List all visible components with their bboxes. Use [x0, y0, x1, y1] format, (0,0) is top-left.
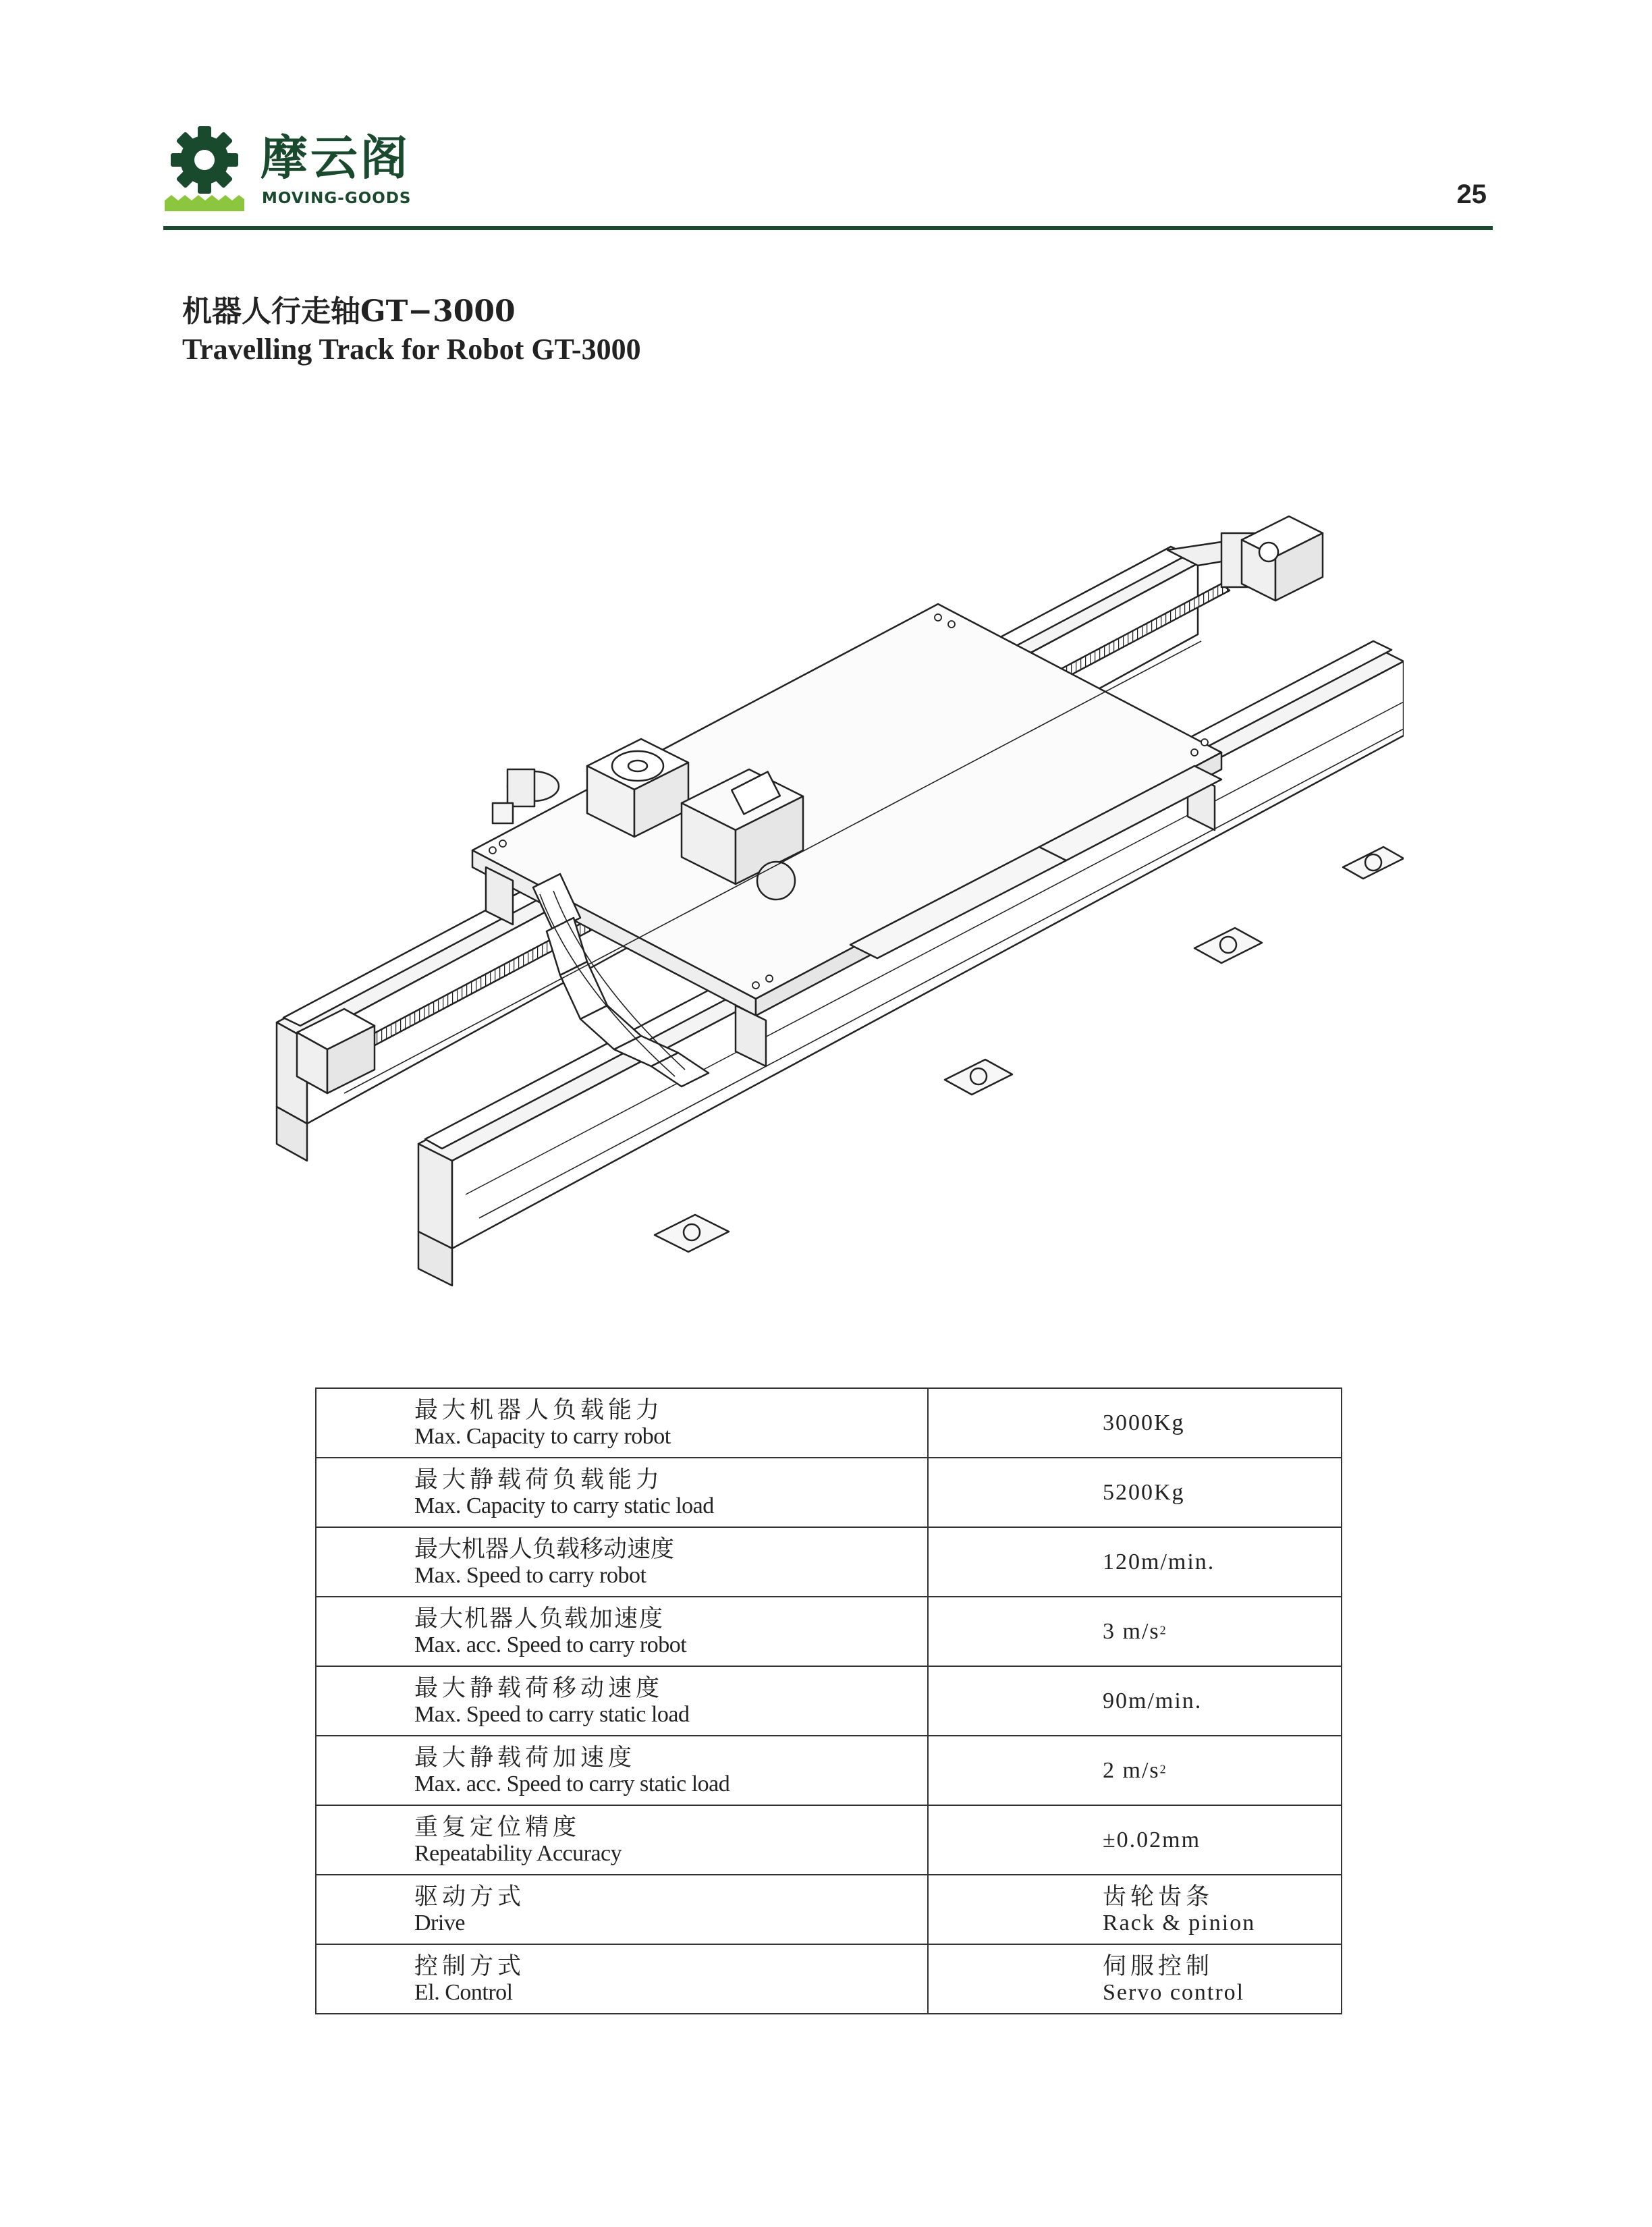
spec-value-cell	[928, 1666, 1342, 1736]
spec-value: 2 m/s	[1103, 1757, 1160, 1783]
spec-value-cell	[928, 1527, 1342, 1597]
spec-label-en: El. Control	[414, 1979, 513, 2005]
spec-value: 3 m/s	[1103, 1618, 1160, 1644]
logo-chinese-name: 摩云阁	[260, 130, 410, 186]
spec-label-cell	[316, 1944, 928, 2014]
spec-table	[315, 1387, 1342, 2014]
spec-label-en: Max. Speed to carry robot	[414, 1562, 646, 1588]
spec-label-cn: 重复定位精度	[414, 1813, 581, 1841]
spec-label-en: Max. Capacity to carry static load	[414, 1493, 714, 1518]
spec-label-cn: 驱动方式	[414, 1883, 526, 1910]
spec-row	[316, 1527, 1342, 1597]
spec-row	[316, 1736, 1342, 1805]
spec-label-en: Max. acc. Speed to carry robot	[414, 1632, 687, 1657]
spec-value-superscript: 2	[1159, 1762, 1166, 1776]
gear-icon	[165, 125, 244, 213]
spec-row	[316, 1805, 1342, 1875]
spec-value-cell	[928, 1875, 1342, 1944]
spec-label-cn: 最大静载荷加速度	[414, 1744, 636, 1771]
spec-row	[316, 1875, 1342, 1944]
spec-label-cn: 控制方式	[414, 1952, 526, 1980]
spec-label-cell	[316, 1875, 928, 1944]
spec-label-cell	[316, 1736, 928, 1805]
spec-label-en: Drive	[414, 1910, 465, 1935]
spec-value-cell	[928, 1458, 1342, 1527]
spec-value-cn: 伺服控制	[1103, 1952, 1214, 1980]
spec-value-cn: 齿轮齿条	[1103, 1883, 1214, 1910]
spec-row	[316, 1388, 1342, 1458]
spec-label-cn: 最大机器人负载能力	[414, 1396, 664, 1424]
spec-label-cell	[316, 1388, 928, 1458]
brand-logo	[165, 125, 435, 219]
spec-value: 3000Kg	[1103, 1410, 1185, 1435]
spec-row	[316, 1666, 1342, 1736]
spec-label-cn: 最大机器人负载移动速度	[414, 1535, 675, 1563]
page-number: 25	[1456, 180, 1487, 209]
spec-value-cell	[928, 1597, 1342, 1666]
spec-label-cn: 最大静载荷负载能力	[414, 1466, 664, 1493]
spec-value: 120m/min.	[1103, 1549, 1215, 1574]
spec-label-cell	[316, 1666, 928, 1736]
spec-label-en: Max. Capacity to carry robot	[414, 1423, 671, 1449]
spec-value-superscript: 2	[1159, 1623, 1166, 1637]
spec-value-en: Servo control	[1103, 1979, 1245, 2005]
spec-label-cell	[316, 1805, 928, 1875]
spec-value: ±0.02mm	[1103, 1827, 1201, 1852]
spec-value-cell	[928, 1388, 1342, 1458]
page-title-chinese: 机器人行走轴GT−3000	[182, 294, 516, 329]
spec-label-cell	[316, 1527, 928, 1597]
spec-label-cn: 最大静载荷移动速度	[414, 1674, 664, 1702]
spec-value: 90m/min.	[1103, 1688, 1203, 1713]
spec-row	[316, 1944, 1342, 2014]
spec-value-en: Rack & pinion	[1103, 1910, 1256, 1935]
spec-value-cell	[928, 1736, 1342, 1805]
spec-value-cell	[928, 1944, 1342, 2014]
header-divider	[163, 226, 1493, 230]
spec-value-cell	[928, 1805, 1342, 1875]
spec-label-cell	[316, 1597, 928, 1666]
spec-label-cn: 最大机器人负载加速度	[414, 1605, 665, 1632]
spec-value: 5200Kg	[1103, 1479, 1185, 1505]
spec-label-cell	[316, 1458, 928, 1527]
robot-track-drawing	[263, 513, 1404, 1289]
spec-label-en: Repeatability Accuracy	[414, 1840, 622, 1866]
spec-row	[316, 1458, 1342, 1527]
spec-label-en: Max. Speed to carry static load	[414, 1701, 690, 1727]
spec-row	[316, 1597, 1342, 1666]
spec-label-en: Max. acc. Speed to carry static load	[414, 1771, 730, 1796]
logo-english-name: MOVING-GOODS	[262, 190, 412, 207]
page-title-english: Travelling Track for Robot GT-3000	[182, 333, 641, 366]
